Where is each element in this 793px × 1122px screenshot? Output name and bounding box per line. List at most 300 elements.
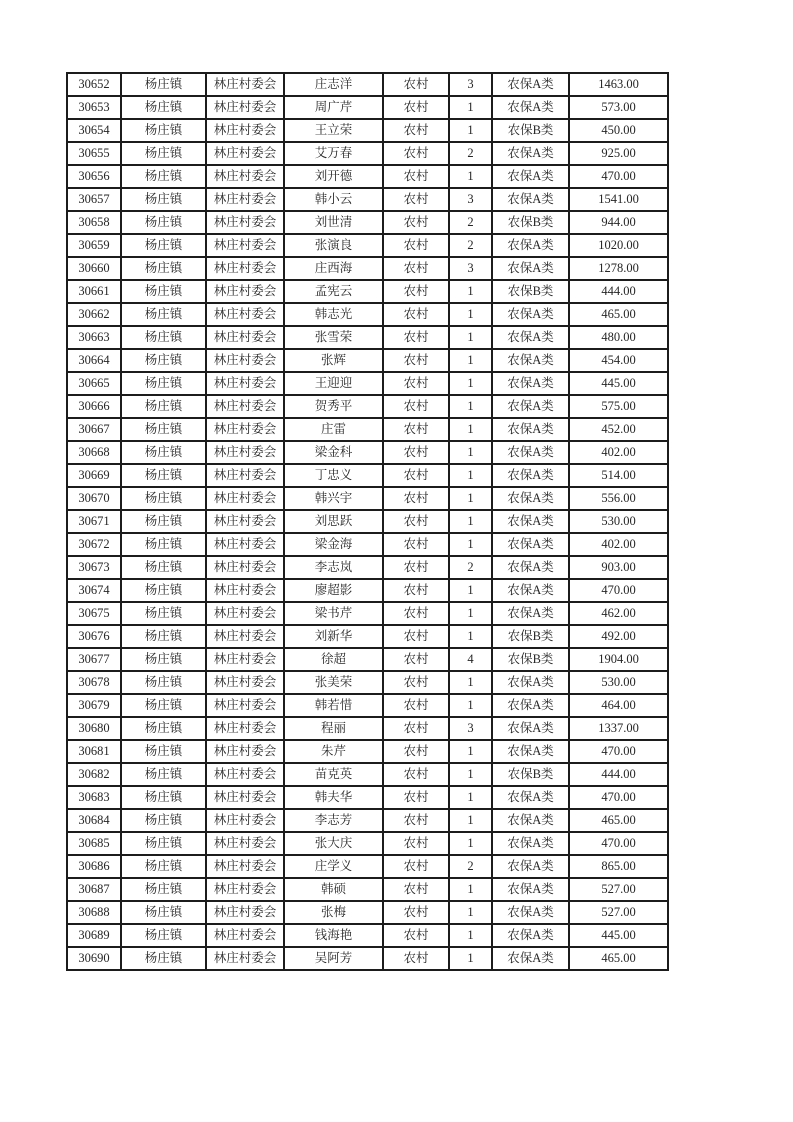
cell-residence-type: 农村 [383, 349, 449, 372]
cell-town: 杨庄镇 [121, 579, 206, 602]
cell-household-count: 1 [449, 832, 492, 855]
cell-town: 杨庄镇 [121, 119, 206, 142]
cell-serial-number: 30678 [67, 671, 121, 694]
table-row [67, 694, 668, 717]
cell-town: 杨庄镇 [121, 648, 206, 671]
cell-town: 杨庄镇 [121, 96, 206, 119]
cell-household-count: 1 [449, 418, 492, 441]
cell-serial-number: 30688 [67, 901, 121, 924]
cell-person-name: 庄西海 [284, 257, 383, 280]
cell-serial-number: 30663 [67, 326, 121, 349]
cell-residence-type: 农村 [383, 188, 449, 211]
table-row [67, 326, 668, 349]
table-row [67, 257, 668, 280]
cell-insurance-category: 农保A类 [492, 579, 569, 602]
table-row [67, 510, 668, 533]
cell-amount: 462.00 [569, 602, 668, 625]
cell-village-committee: 林庄村委会 [206, 96, 284, 119]
cell-amount: 464.00 [569, 694, 668, 717]
cell-insurance-category: 农保A类 [492, 349, 569, 372]
cell-person-name: 张美荣 [284, 671, 383, 694]
cell-insurance-category: 农保A类 [492, 464, 569, 487]
table-row [67, 832, 668, 855]
cell-household-count: 1 [449, 533, 492, 556]
cell-serial-number: 30672 [67, 533, 121, 556]
cell-amount: 444.00 [569, 280, 668, 303]
cell-village-committee: 林庄村委会 [206, 602, 284, 625]
cell-village-committee: 林庄村委会 [206, 625, 284, 648]
cell-household-count: 1 [449, 694, 492, 717]
cell-residence-type: 农村 [383, 855, 449, 878]
cell-amount: 527.00 [569, 878, 668, 901]
cell-insurance-category: 农保A类 [492, 786, 569, 809]
cell-person-name: 吴阿芳 [284, 947, 383, 970]
table-row [67, 73, 668, 96]
cell-amount: 402.00 [569, 533, 668, 556]
cell-village-committee: 林庄村委会 [206, 740, 284, 763]
cell-serial-number: 30653 [67, 96, 121, 119]
cell-residence-type: 农村 [383, 119, 449, 142]
cell-village-committee: 林庄村委会 [206, 119, 284, 142]
cell-village-committee: 林庄村委会 [206, 648, 284, 671]
cell-residence-type: 农村 [383, 142, 449, 165]
cell-amount: 865.00 [569, 855, 668, 878]
cell-household-count: 3 [449, 73, 492, 96]
cell-person-name: 徐超 [284, 648, 383, 671]
cell-residence-type: 农村 [383, 257, 449, 280]
cell-town: 杨庄镇 [121, 625, 206, 648]
table-row [67, 556, 668, 579]
cell-insurance-category: 农保B类 [492, 211, 569, 234]
cell-serial-number: 30676 [67, 625, 121, 648]
cell-serial-number: 30660 [67, 257, 121, 280]
cell-residence-type: 农村 [383, 96, 449, 119]
cell-town: 杨庄镇 [121, 763, 206, 786]
cell-town: 杨庄镇 [121, 510, 206, 533]
cell-household-count: 1 [449, 671, 492, 694]
table-row [67, 303, 668, 326]
cell-person-name: 孟宪云 [284, 280, 383, 303]
cell-household-count: 2 [449, 234, 492, 257]
cell-residence-type: 农村 [383, 234, 449, 257]
cell-residence-type: 农村 [383, 786, 449, 809]
cell-town: 杨庄镇 [121, 142, 206, 165]
cell-household-count: 1 [449, 947, 492, 970]
cell-village-committee: 林庄村委会 [206, 763, 284, 786]
cell-residence-type: 农村 [383, 165, 449, 188]
cell-village-committee: 林庄村委会 [206, 142, 284, 165]
cell-village-committee: 林庄村委会 [206, 694, 284, 717]
cell-household-count: 1 [449, 579, 492, 602]
cell-village-committee: 林庄村委会 [206, 717, 284, 740]
cell-person-name: 梁书芹 [284, 602, 383, 625]
cell-town: 杨庄镇 [121, 349, 206, 372]
cell-amount: 445.00 [569, 924, 668, 947]
cell-amount: 556.00 [569, 487, 668, 510]
table-body [67, 73, 668, 970]
cell-household-count: 1 [449, 487, 492, 510]
table-row [67, 602, 668, 625]
cell-household-count: 1 [449, 372, 492, 395]
cell-amount: 450.00 [569, 119, 668, 142]
cell-amount: 527.00 [569, 901, 668, 924]
cell-amount: 944.00 [569, 211, 668, 234]
cell-serial-number: 30662 [67, 303, 121, 326]
cell-town: 杨庄镇 [121, 441, 206, 464]
cell-insurance-category: 农保A类 [492, 372, 569, 395]
cell-person-name: 张大庆 [284, 832, 383, 855]
cell-town: 杨庄镇 [121, 326, 206, 349]
cell-person-name: 韩硕 [284, 878, 383, 901]
cell-serial-number: 30658 [67, 211, 121, 234]
cell-village-committee: 林庄村委会 [206, 487, 284, 510]
cell-household-count: 1 [449, 96, 492, 119]
cell-town: 杨庄镇 [121, 395, 206, 418]
cell-village-committee: 林庄村委会 [206, 211, 284, 234]
cell-town: 杨庄镇 [121, 418, 206, 441]
cell-person-name: 廖超影 [284, 579, 383, 602]
cell-residence-type: 农村 [383, 809, 449, 832]
cell-insurance-category: 农保A类 [492, 717, 569, 740]
cell-person-name: 梁金海 [284, 533, 383, 556]
cell-insurance-category: 农保A类 [492, 602, 569, 625]
cell-insurance-category: 农保A类 [492, 533, 569, 556]
cell-amount: 1541.00 [569, 188, 668, 211]
cell-amount: 465.00 [569, 809, 668, 832]
cell-town: 杨庄镇 [121, 602, 206, 625]
cell-household-count: 2 [449, 211, 492, 234]
cell-village-committee: 林庄村委会 [206, 901, 284, 924]
cell-serial-number: 30659 [67, 234, 121, 257]
cell-town: 杨庄镇 [121, 464, 206, 487]
cell-insurance-category: 农保A类 [492, 96, 569, 119]
cell-amount: 454.00 [569, 349, 668, 372]
cell-amount: 575.00 [569, 395, 668, 418]
cell-person-name: 庄学义 [284, 855, 383, 878]
cell-person-name: 刘开德 [284, 165, 383, 188]
cell-town: 杨庄镇 [121, 786, 206, 809]
cell-insurance-category: 农保A类 [492, 441, 569, 464]
cell-town: 杨庄镇 [121, 73, 206, 96]
benefits-table [66, 72, 669, 971]
cell-serial-number: 30670 [67, 487, 121, 510]
cell-residence-type: 农村 [383, 418, 449, 441]
cell-person-name: 苗克英 [284, 763, 383, 786]
cell-person-name: 张雪荣 [284, 326, 383, 349]
cell-person-name: 刘新华 [284, 625, 383, 648]
cell-serial-number: 30681 [67, 740, 121, 763]
cell-village-committee: 林庄村委会 [206, 464, 284, 487]
cell-serial-number: 30679 [67, 694, 121, 717]
cell-household-count: 1 [449, 786, 492, 809]
cell-town: 杨庄镇 [121, 947, 206, 970]
cell-household-count: 3 [449, 257, 492, 280]
cell-household-count: 1 [449, 441, 492, 464]
cell-village-committee: 林庄村委会 [206, 418, 284, 441]
cell-town: 杨庄镇 [121, 717, 206, 740]
cell-residence-type: 农村 [383, 487, 449, 510]
cell-insurance-category: 农保A类 [492, 234, 569, 257]
cell-residence-type: 农村 [383, 740, 449, 763]
table-row [67, 165, 668, 188]
cell-person-name: 钱海艳 [284, 924, 383, 947]
cell-serial-number: 30674 [67, 579, 121, 602]
cell-insurance-category: 农保B类 [492, 119, 569, 142]
cell-residence-type: 农村 [383, 372, 449, 395]
cell-insurance-category: 农保A类 [492, 188, 569, 211]
cell-serial-number: 30683 [67, 786, 121, 809]
cell-town: 杨庄镇 [121, 280, 206, 303]
cell-household-count: 1 [449, 165, 492, 188]
cell-town: 杨庄镇 [121, 694, 206, 717]
cell-village-committee: 林庄村委会 [206, 924, 284, 947]
cell-household-count: 2 [449, 855, 492, 878]
cell-amount: 514.00 [569, 464, 668, 487]
cell-person-name: 周广芹 [284, 96, 383, 119]
cell-amount: 445.00 [569, 372, 668, 395]
cell-residence-type: 农村 [383, 464, 449, 487]
cell-insurance-category: 农保A类 [492, 165, 569, 188]
cell-serial-number: 30654 [67, 119, 121, 142]
cell-person-name: 刘思跃 [284, 510, 383, 533]
cell-town: 杨庄镇 [121, 809, 206, 832]
cell-insurance-category: 农保A类 [492, 418, 569, 441]
cell-residence-type: 农村 [383, 579, 449, 602]
cell-town: 杨庄镇 [121, 234, 206, 257]
cell-amount: 903.00 [569, 556, 668, 579]
cell-insurance-category: 农保A类 [492, 510, 569, 533]
table-row [67, 441, 668, 464]
cell-household-count: 1 [449, 740, 492, 763]
cell-amount: 470.00 [569, 740, 668, 763]
cell-household-count: 1 [449, 878, 492, 901]
table-row [67, 717, 668, 740]
table-row [67, 763, 668, 786]
cell-serial-number: 30685 [67, 832, 121, 855]
cell-village-committee: 林庄村委会 [206, 234, 284, 257]
cell-town: 杨庄镇 [121, 533, 206, 556]
cell-serial-number: 30655 [67, 142, 121, 165]
table-row [67, 464, 668, 487]
cell-insurance-category: 农保B类 [492, 625, 569, 648]
cell-residence-type: 农村 [383, 763, 449, 786]
cell-person-name: 韩兴宇 [284, 487, 383, 510]
cell-amount: 470.00 [569, 786, 668, 809]
cell-serial-number: 30675 [67, 602, 121, 625]
cell-person-name: 丁忠义 [284, 464, 383, 487]
cell-serial-number: 30671 [67, 510, 121, 533]
cell-person-name: 韩志光 [284, 303, 383, 326]
cell-town: 杨庄镇 [121, 855, 206, 878]
cell-insurance-category: 农保A类 [492, 142, 569, 165]
cell-serial-number: 30664 [67, 349, 121, 372]
cell-residence-type: 农村 [383, 625, 449, 648]
cell-insurance-category: 农保A类 [492, 671, 569, 694]
cell-town: 杨庄镇 [121, 832, 206, 855]
cell-amount: 1337.00 [569, 717, 668, 740]
cell-town: 杨庄镇 [121, 372, 206, 395]
cell-insurance-category: 农保A类 [492, 832, 569, 855]
cell-insurance-category: 农保A类 [492, 303, 569, 326]
cell-village-committee: 林庄村委会 [206, 73, 284, 96]
cell-amount: 465.00 [569, 303, 668, 326]
cell-serial-number: 30684 [67, 809, 121, 832]
cell-insurance-category: 农保A类 [492, 809, 569, 832]
cell-residence-type: 农村 [383, 533, 449, 556]
cell-village-committee: 林庄村委会 [206, 579, 284, 602]
cell-residence-type: 农村 [383, 602, 449, 625]
cell-person-name: 李志岚 [284, 556, 383, 579]
table-row [67, 487, 668, 510]
cell-town: 杨庄镇 [121, 878, 206, 901]
cell-household-count: 1 [449, 625, 492, 648]
cell-town: 杨庄镇 [121, 556, 206, 579]
cell-town: 杨庄镇 [121, 257, 206, 280]
cell-household-count: 1 [449, 809, 492, 832]
cell-serial-number: 30656 [67, 165, 121, 188]
cell-insurance-category: 农保A类 [492, 257, 569, 280]
cell-amount: 470.00 [569, 165, 668, 188]
cell-serial-number: 30682 [67, 763, 121, 786]
cell-household-count: 1 [449, 510, 492, 533]
table-row [67, 96, 668, 119]
cell-person-name: 韩若惜 [284, 694, 383, 717]
cell-residence-type: 农村 [383, 648, 449, 671]
cell-residence-type: 农村 [383, 395, 449, 418]
cell-person-name: 李志芳 [284, 809, 383, 832]
cell-serial-number: 30666 [67, 395, 121, 418]
cell-person-name: 庄雷 [284, 418, 383, 441]
cell-town: 杨庄镇 [121, 211, 206, 234]
cell-amount: 1020.00 [569, 234, 668, 257]
cell-residence-type: 农村 [383, 280, 449, 303]
cell-village-committee: 林庄村委会 [206, 372, 284, 395]
cell-town: 杨庄镇 [121, 924, 206, 947]
cell-household-count: 1 [449, 901, 492, 924]
cell-household-count: 3 [449, 188, 492, 211]
table-row [67, 924, 668, 947]
table-row [67, 579, 668, 602]
table-row [67, 809, 668, 832]
cell-serial-number: 30652 [67, 73, 121, 96]
cell-village-committee: 林庄村委会 [206, 786, 284, 809]
cell-residence-type: 农村 [383, 556, 449, 579]
table-row [67, 418, 668, 441]
cell-village-committee: 林庄村委会 [206, 671, 284, 694]
cell-insurance-category: 农保B类 [492, 648, 569, 671]
table-row [67, 855, 668, 878]
cell-household-count: 1 [449, 119, 492, 142]
cell-village-committee: 林庄村委会 [206, 303, 284, 326]
cell-town: 杨庄镇 [121, 188, 206, 211]
cell-serial-number: 30657 [67, 188, 121, 211]
cell-insurance-category: 农保A类 [492, 924, 569, 947]
cell-serial-number: 30667 [67, 418, 121, 441]
cell-serial-number: 30665 [67, 372, 121, 395]
cell-insurance-category: 农保A类 [492, 73, 569, 96]
cell-insurance-category: 农保A类 [492, 855, 569, 878]
cell-person-name: 韩小云 [284, 188, 383, 211]
cell-residence-type: 农村 [383, 510, 449, 533]
cell-village-committee: 林庄村委会 [206, 257, 284, 280]
cell-person-name: 刘世清 [284, 211, 383, 234]
cell-amount: 530.00 [569, 510, 668, 533]
cell-household-count: 1 [449, 464, 492, 487]
table-row [67, 740, 668, 763]
cell-amount: 402.00 [569, 441, 668, 464]
cell-household-count: 2 [449, 556, 492, 579]
cell-residence-type: 农村 [383, 717, 449, 740]
cell-village-committee: 林庄村委会 [206, 809, 284, 832]
cell-serial-number: 30687 [67, 878, 121, 901]
cell-person-name: 王立荣 [284, 119, 383, 142]
cell-household-count: 4 [449, 648, 492, 671]
cell-serial-number: 30668 [67, 441, 121, 464]
cell-residence-type: 农村 [383, 878, 449, 901]
cell-amount: 925.00 [569, 142, 668, 165]
cell-person-name: 程丽 [284, 717, 383, 740]
cell-residence-type: 农村 [383, 832, 449, 855]
table-row [67, 349, 668, 372]
cell-serial-number: 30677 [67, 648, 121, 671]
cell-amount: 465.00 [569, 947, 668, 970]
cell-residence-type: 农村 [383, 924, 449, 947]
table-row [67, 625, 668, 648]
cell-residence-type: 农村 [383, 947, 449, 970]
cell-person-name: 梁金科 [284, 441, 383, 464]
table-row [67, 671, 668, 694]
cell-person-name: 韩夫华 [284, 786, 383, 809]
cell-amount: 452.00 [569, 418, 668, 441]
cell-town: 杨庄镇 [121, 740, 206, 763]
table-row [67, 786, 668, 809]
cell-village-committee: 林庄村委会 [206, 533, 284, 556]
table-row [67, 142, 668, 165]
cell-person-name: 朱芹 [284, 740, 383, 763]
cell-insurance-category: 农保A类 [492, 556, 569, 579]
cell-amount: 480.00 [569, 326, 668, 349]
cell-residence-type: 农村 [383, 303, 449, 326]
cell-residence-type: 农村 [383, 73, 449, 96]
cell-serial-number: 30680 [67, 717, 121, 740]
cell-person-name: 张梅 [284, 901, 383, 924]
cell-household-count: 1 [449, 395, 492, 418]
cell-serial-number: 30686 [67, 855, 121, 878]
cell-amount: 470.00 [569, 579, 668, 602]
table-row [67, 280, 668, 303]
cell-village-committee: 林庄村委会 [206, 832, 284, 855]
table-row [67, 119, 668, 142]
cell-person-name: 张演良 [284, 234, 383, 257]
cell-insurance-category: 农保B类 [492, 280, 569, 303]
cell-town: 杨庄镇 [121, 487, 206, 510]
cell-person-name: 艾万春 [284, 142, 383, 165]
cell-amount: 1904.00 [569, 648, 668, 671]
cell-insurance-category: 农保A类 [492, 326, 569, 349]
cell-residence-type: 农村 [383, 694, 449, 717]
table-row [67, 878, 668, 901]
table-row [67, 211, 668, 234]
cell-village-committee: 林庄村委会 [206, 510, 284, 533]
cell-village-committee: 林庄村委会 [206, 878, 284, 901]
cell-insurance-category: 农保A类 [492, 901, 569, 924]
cell-serial-number: 30669 [67, 464, 121, 487]
cell-household-count: 1 [449, 303, 492, 326]
cell-household-count: 3 [449, 717, 492, 740]
cell-town: 杨庄镇 [121, 165, 206, 188]
cell-village-committee: 林庄村委会 [206, 855, 284, 878]
cell-household-count: 1 [449, 280, 492, 303]
